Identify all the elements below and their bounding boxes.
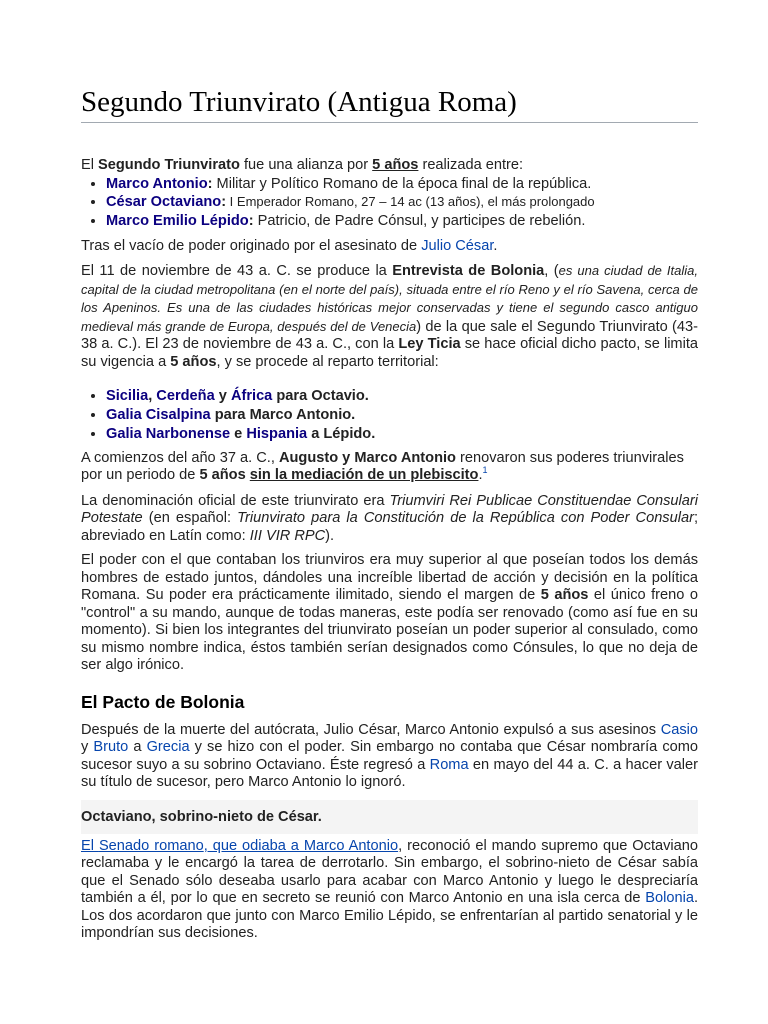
reparto-list [81, 387, 698, 443]
territory-link[interactable]: Galia Cisalpina [106, 407, 211, 424]
section-heading: El Pacto de Bolonia [81, 691, 245, 712]
member-link[interactable]: Marco Emilio Lépido [106, 213, 249, 230]
territory-link[interactable]: Sicilia [106, 388, 149, 405]
intro-paragraph: El Segundo Triunvirato fue una alianza por 5 años realizada entre: [81, 157, 524, 173]
octaviano-paragraph: El Senado romano, que odiaba a Marco Antonio, reconoció el mando supremo que Octaviano reclamaba y le encargó la tarea de derrotarlo. Sin embargo, el sobrino-nieto de César sabía que el Senado sólo deseaba usarlo para acabar con Marco Antonio y luego le despreciaría también a él, por lo que en secreto se reunió con Marco Antonio en una isla cerca de Bolonia. Los dos acordaron que junto con Marco Emilio Lépido, se enfrentarían al partido senatorial y le impondrían sus decisiones. [81, 837, 698, 942]
member-link[interactable]: Marco Antonio [106, 175, 208, 192]
page-title: Segundo Triunvirato (Antigua Roma) [81, 86, 517, 118]
bruto-link[interactable]: Bruto [93, 739, 129, 756]
poder-paragraph: El poder con el que contaban los triunviros era muy superior al que poseían todos los demás hombres de estado juntos, dándoles una increíble libertad de acción y decisión en la política Romana. Su poder era prácticamente ilimitado, siendo el margen de 5 años el único freno o "control" a su mando, aunque de todas maneras, este podía ser renovado (como así fue en su momento). Si bien los integrantes del triunvirato poseían un poder superior al consulado, como su mismo nombre indica, éstos también serían designados como Cónsules, lo que no deja de ser algo irónico. [81, 552, 698, 674]
territory-link[interactable]: Hispania [246, 425, 308, 442]
pacto-paragraph: Después de la muerte del autócrata, Julio César, Marco Antonio expulsó a sus asesinos Casio y Bruto a Grecia y se hizo con el poder. Sin embargo no contaba que César nombraría como sucesor suyo a su sobrino Octaviano. Éste regresó a Roma en mayo del 44 a. C. a hacer valer su título de sucesor, pero Marco Antonio lo ignoró. [81, 721, 699, 791]
casio-link[interactable]: Casio [660, 721, 698, 738]
footnote-ref[interactable]: 1 [482, 465, 488, 476]
bolonia-link[interactable]: Bolonia [645, 890, 694, 907]
augusto-paragraph: A comienzos del año 37 a. C., Augusto y Marco Antonio renovaron sus poderes triunvirales por un periodo de 5 años sin la mediación de un plebiscito.$^1$ [81, 449, 684, 484]
senado-link[interactable]: Senado romano [98, 837, 204, 854]
list-item: • Galia Narbonense e Hispania a Lépido. [106, 425, 698, 444]
subsection-heading: Octaviano, sobrino-nieto de César. [81, 800, 698, 834]
title-divider [81, 122, 698, 123]
list-item: • Galia Cisalpina para Marco Antonio. [106, 406, 698, 425]
grecia-link[interactable]: Grecia [146, 739, 190, 756]
list-item: • Marco Antonio: Militar y Político Romano de la época final de la república. [106, 175, 698, 194]
article [81, 0, 698, 943]
julio-cesar-link[interactable]: Julio César [421, 237, 494, 254]
territory-link[interactable]: Cerdeña [156, 388, 215, 405]
members-list [81, 175, 698, 231]
list-item: • Sicilia, Cerdeña y África para Octavio. [106, 387, 698, 406]
bolonia-paragraph: El 11 de noviembre de 43 a. C. se produce la Entrevista de Bolonia, (es una ciudad de Italia, capital de la ciudad metropolitana (en el norte del país), situada entre el río Reno y el río Savena, cerca de los Apeninos. Es una de las ciudades históricas mejor conservadas y tiene el segundo casco antiguo medieval más grande de Europa, después del de Venecia) de la que sale el Segundo Triunvirato (43-38 a. C.). El 23 de noviembre de 43 a. C., con la Ley Ticia se hace oficial dicho pacto, se limita su vigencia a 5 años, y se procede al reparto territorial: [81, 263, 699, 370]
territory-link[interactable]: Galia Narbonense [106, 425, 231, 442]
denominacion-paragraph: La denominación oficial de este triunvirato era Triumviri Rei Publicae Constituendae Consulari Potestate (en español: Triunvirato para la Constitución de la República con Poder Consular; abreviado en Latín como: III VIR RPC). [81, 492, 698, 544]
member-link[interactable]: César Octaviano [106, 194, 222, 211]
roma-link[interactable]: Roma [429, 756, 469, 773]
list-item: • César Octaviano: I Emperador Romano, 27 – 14 ac (13 años), el más prolongado [106, 193, 698, 212]
list-item: • Marco Emilio Lépido: Patricio, de Padre Cónsul, y participes de rebelión. [106, 212, 698, 231]
vacio-paragraph: Tras el vacío de poder originado por el asesinato de Julio César. [81, 237, 498, 254]
territory-link[interactable]: África [230, 388, 273, 405]
